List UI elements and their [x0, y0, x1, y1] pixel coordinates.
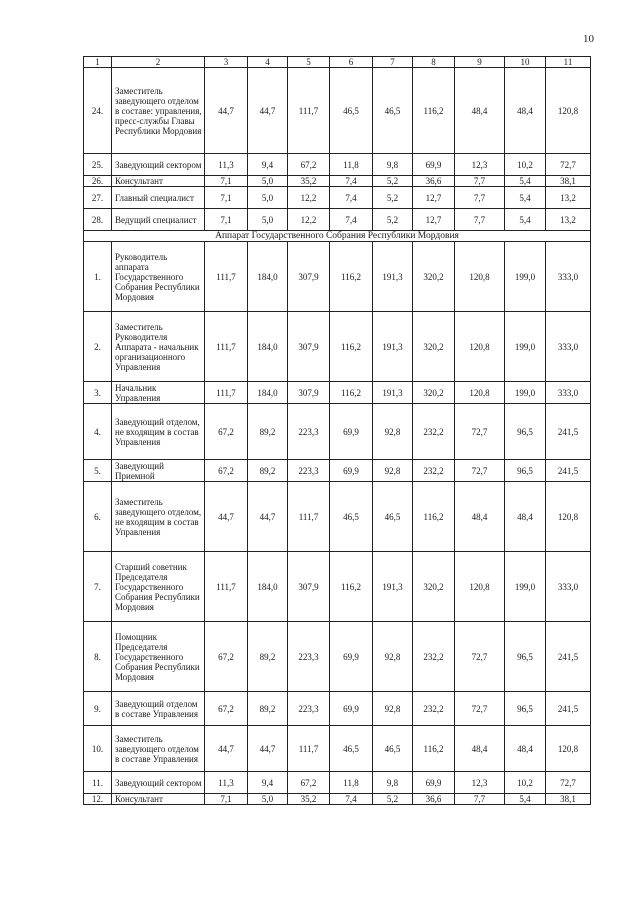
row-number: 27.: [84, 187, 112, 209]
value-cell: 5,2: [373, 794, 413, 805]
table-row: [84, 404, 591, 460]
value-cell: 46,5: [330, 482, 373, 552]
value-cell: 232,2: [413, 460, 455, 482]
value-cell: 116,2: [413, 68, 455, 154]
value-cell: 191,3: [373, 242, 413, 312]
value-cell: 12,7: [413, 209, 455, 231]
value-cell: 92,8: [373, 622, 413, 692]
value-cell: 12,3: [455, 154, 505, 176]
value-cell: 320,2: [413, 242, 455, 312]
value-cell: 69,9: [330, 692, 373, 726]
value-cell: 223,3: [288, 460, 330, 482]
value-cell: 7,4: [330, 176, 373, 187]
value-cell: 116,2: [330, 312, 373, 382]
header-cell: 2: [112, 57, 205, 68]
value-cell: 89,2: [248, 460, 288, 482]
value-cell: 232,2: [413, 622, 455, 692]
table-row: [84, 154, 591, 176]
value-cell: 307,9: [288, 552, 330, 622]
value-cell: 120,8: [546, 482, 591, 552]
header-cell: 10: [505, 57, 546, 68]
value-cell: 96,5: [505, 404, 546, 460]
table-row: [84, 772, 591, 794]
table-row: [84, 187, 591, 209]
value-cell: 120,8: [455, 312, 505, 382]
value-cell: 111,7: [288, 68, 330, 154]
value-cell: 89,2: [248, 404, 288, 460]
value-cell: 320,2: [413, 382, 455, 404]
value-cell: 241,5: [546, 460, 591, 482]
value-cell: 116,2: [413, 482, 455, 552]
position-name: Заместитель заведующего отделом в составе: управления, пресс-службы Главы Республики Мордовия: [112, 68, 205, 154]
value-cell: 223,3: [288, 404, 330, 460]
value-cell: 241,5: [546, 692, 591, 726]
value-cell: 184,0: [248, 552, 288, 622]
value-cell: 48,4: [455, 726, 505, 772]
value-cell: 7,7: [455, 187, 505, 209]
table-row: [84, 242, 591, 312]
header-cell: 9: [455, 57, 505, 68]
value-cell: 48,4: [455, 68, 505, 154]
table-row: [84, 794, 591, 805]
value-cell: 36,6: [413, 176, 455, 187]
value-cell: 67,2: [205, 460, 248, 482]
position-name: Заместитель Руководителя Аппарата - начальник организационного Управления: [112, 312, 205, 382]
row-number: 6.: [84, 482, 112, 552]
header-row: [84, 57, 591, 68]
value-cell: 7,4: [330, 187, 373, 209]
header-cell: 1: [84, 57, 112, 68]
row-number: 4.: [84, 404, 112, 460]
position-name: Заведующий сектором: [112, 772, 205, 794]
position-name: Руководитель аппарата Государственного Собрания Республики Мордовия: [112, 242, 205, 312]
value-cell: 184,0: [248, 242, 288, 312]
value-cell: 111,7: [205, 242, 248, 312]
position-name: Консультант: [112, 176, 205, 187]
value-cell: 5,4: [505, 794, 546, 805]
value-cell: 44,7: [248, 482, 288, 552]
value-cell: 116,2: [330, 242, 373, 312]
header-cell: 5: [288, 57, 330, 68]
value-cell: 67,2: [205, 692, 248, 726]
value-cell: 320,2: [413, 312, 455, 382]
value-cell: 92,8: [373, 404, 413, 460]
table-row: [84, 482, 591, 552]
value-cell: 38,1: [546, 176, 591, 187]
value-cell: 11,8: [330, 772, 373, 794]
value-cell: 7,1: [205, 176, 248, 187]
value-cell: 96,5: [505, 460, 546, 482]
value-cell: 9,4: [248, 772, 288, 794]
value-cell: 69,9: [413, 772, 455, 794]
value-cell: 92,8: [373, 460, 413, 482]
value-cell: 120,8: [455, 382, 505, 404]
value-cell: 199,0: [505, 312, 546, 382]
header-cell: 8: [413, 57, 455, 68]
value-cell: 9,4: [248, 154, 288, 176]
position-name: Заведующий отделом в составе Управления: [112, 692, 205, 726]
value-cell: 111,7: [205, 552, 248, 622]
table-row: [84, 726, 591, 772]
value-cell: 35,2: [288, 176, 330, 187]
position-name: Заведующий Приемной: [112, 460, 205, 482]
value-cell: 48,4: [505, 68, 546, 154]
table-row: [84, 692, 591, 726]
value-cell: 5,0: [248, 794, 288, 805]
value-cell: 48,4: [455, 482, 505, 552]
value-cell: 44,7: [205, 68, 248, 154]
row-number: 5.: [84, 460, 112, 482]
value-cell: 9,8: [373, 772, 413, 794]
value-cell: 5,2: [373, 176, 413, 187]
table-row: [84, 312, 591, 382]
value-cell: 7,7: [455, 209, 505, 231]
value-cell: 12,2: [288, 209, 330, 231]
value-cell: 89,2: [248, 692, 288, 726]
value-cell: 72,7: [546, 772, 591, 794]
value-cell: 72,7: [546, 154, 591, 176]
value-cell: 7,7: [455, 176, 505, 187]
value-cell: 7,1: [205, 794, 248, 805]
position-name: Консультант: [112, 794, 205, 805]
value-cell: 10,2: [505, 772, 546, 794]
value-cell: 199,0: [505, 242, 546, 312]
value-cell: 333,0: [546, 242, 591, 312]
value-cell: 46,5: [373, 68, 413, 154]
value-cell: 36,6: [413, 794, 455, 805]
row-number: 3.: [84, 382, 112, 404]
value-cell: 5,4: [505, 187, 546, 209]
position-name: Помощник Председателя Государственного Собрания Республики Мордовия: [112, 622, 205, 692]
table-row: [84, 68, 591, 154]
position-name: Заместитель заведующего отделом, не входящим в состав Управления: [112, 482, 205, 552]
value-cell: 67,2: [288, 772, 330, 794]
table-row: [84, 382, 591, 404]
value-cell: 69,9: [413, 154, 455, 176]
position-name: Заведующий сектором: [112, 154, 205, 176]
value-cell: 9,8: [373, 154, 413, 176]
row-number: 1.: [84, 242, 112, 312]
position-name: Заведующий отделом, не входящим в состав Управления: [112, 404, 205, 460]
value-cell: 11,3: [205, 772, 248, 794]
value-cell: 120,8: [546, 726, 591, 772]
value-cell: 12,3: [455, 772, 505, 794]
table-row: [84, 460, 591, 482]
value-cell: 223,3: [288, 622, 330, 692]
value-cell: 7,4: [330, 209, 373, 231]
value-cell: 67,2: [205, 622, 248, 692]
position-name: Начальник Управления: [112, 382, 205, 404]
value-cell: 320,2: [413, 552, 455, 622]
value-cell: 7,7: [455, 794, 505, 805]
value-cell: 116,2: [413, 726, 455, 772]
value-cell: 333,0: [546, 382, 591, 404]
value-cell: 46,5: [330, 68, 373, 154]
page-number: 10: [583, 33, 594, 45]
value-cell: 120,8: [546, 68, 591, 154]
value-cell: 5,4: [505, 176, 546, 187]
value-cell: 69,9: [330, 404, 373, 460]
value-cell: 48,4: [505, 726, 546, 772]
value-cell: 13,2: [546, 187, 591, 209]
value-cell: 12,2: [288, 187, 330, 209]
position-name: Ведущий специалист: [112, 209, 205, 231]
value-cell: 46,5: [373, 726, 413, 772]
value-cell: 72,7: [455, 404, 505, 460]
value-cell: 44,7: [248, 726, 288, 772]
salary-table: [83, 56, 591, 805]
value-cell: 12,7: [413, 187, 455, 209]
value-cell: 89,2: [248, 622, 288, 692]
row-number: 7.: [84, 552, 112, 622]
section-title: Аппарат Государственного Собрания Республики Мордовия: [84, 231, 591, 242]
value-cell: 191,3: [373, 552, 413, 622]
row-number: 10.: [84, 726, 112, 772]
row-number: 8.: [84, 622, 112, 692]
row-number: 25.: [84, 154, 112, 176]
value-cell: 11,8: [330, 154, 373, 176]
value-cell: 44,7: [205, 482, 248, 552]
value-cell: 199,0: [505, 552, 546, 622]
value-cell: 7,1: [205, 209, 248, 231]
value-cell: 5,2: [373, 187, 413, 209]
value-cell: 44,7: [248, 68, 288, 154]
value-cell: 5,0: [248, 209, 288, 231]
row-number: 11.: [84, 772, 112, 794]
value-cell: 241,5: [546, 404, 591, 460]
row-number: 26.: [84, 176, 112, 187]
header-cell: 11: [546, 57, 591, 68]
table-row: [84, 622, 591, 692]
table-body: [84, 57, 591, 805]
value-cell: 116,2: [330, 382, 373, 404]
table-row: [84, 552, 591, 622]
value-cell: 223,3: [288, 692, 330, 726]
value-cell: 5,0: [248, 187, 288, 209]
header-cell: 6: [330, 57, 373, 68]
value-cell: 111,7: [205, 312, 248, 382]
row-number: 2.: [84, 312, 112, 382]
row-number: 24.: [84, 68, 112, 154]
value-cell: 69,9: [330, 622, 373, 692]
value-cell: 184,0: [248, 312, 288, 382]
value-cell: 120,8: [455, 552, 505, 622]
value-cell: 307,9: [288, 242, 330, 312]
value-cell: 69,9: [330, 460, 373, 482]
value-cell: 307,9: [288, 312, 330, 382]
position-name: Заместитель заведующего отделом в составе Управления: [112, 726, 205, 772]
row-number: 28.: [84, 209, 112, 231]
value-cell: 46,5: [330, 726, 373, 772]
value-cell: 35,2: [288, 794, 330, 805]
value-cell: 48,4: [505, 482, 546, 552]
value-cell: 5,0: [248, 176, 288, 187]
row-number: 12.: [84, 794, 112, 805]
value-cell: 44,7: [205, 726, 248, 772]
value-cell: 11,3: [205, 154, 248, 176]
value-cell: 7,1: [205, 187, 248, 209]
value-cell: 38,1: [546, 794, 591, 805]
value-cell: 333,0: [546, 552, 591, 622]
value-cell: 191,3: [373, 382, 413, 404]
value-cell: 72,7: [455, 692, 505, 726]
value-cell: 191,3: [373, 312, 413, 382]
value-cell: 111,7: [288, 482, 330, 552]
value-cell: 96,5: [505, 622, 546, 692]
table-row: [84, 209, 591, 231]
value-cell: 72,7: [455, 460, 505, 482]
value-cell: 67,2: [205, 404, 248, 460]
value-cell: 116,2: [330, 552, 373, 622]
header-cell: 3: [205, 57, 248, 68]
value-cell: 72,7: [455, 622, 505, 692]
value-cell: 5,2: [373, 209, 413, 231]
value-cell: 241,5: [546, 622, 591, 692]
value-cell: 67,2: [288, 154, 330, 176]
value-cell: 120,8: [455, 242, 505, 312]
value-cell: 96,5: [505, 692, 546, 726]
row-number: 9.: [84, 692, 112, 726]
value-cell: 333,0: [546, 312, 591, 382]
value-cell: 307,9: [288, 382, 330, 404]
value-cell: 199,0: [505, 382, 546, 404]
section-row: [84, 231, 591, 242]
value-cell: 232,2: [413, 692, 455, 726]
value-cell: 5,4: [505, 209, 546, 231]
value-cell: 184,0: [248, 382, 288, 404]
position-name: Старший советник Председателя Государственного Собрания Республики Мордовия: [112, 552, 205, 622]
value-cell: 10,2: [505, 154, 546, 176]
value-cell: 46,5: [373, 482, 413, 552]
value-cell: 92,8: [373, 692, 413, 726]
value-cell: 111,7: [288, 726, 330, 772]
header-cell: 7: [373, 57, 413, 68]
value-cell: 111,7: [205, 382, 248, 404]
value-cell: 7,4: [330, 794, 373, 805]
value-cell: 232,2: [413, 404, 455, 460]
position-name: Главный специалист: [112, 187, 205, 209]
value-cell: 13,2: [546, 209, 591, 231]
table-row: [84, 176, 591, 187]
header-cell: 4: [248, 57, 288, 68]
